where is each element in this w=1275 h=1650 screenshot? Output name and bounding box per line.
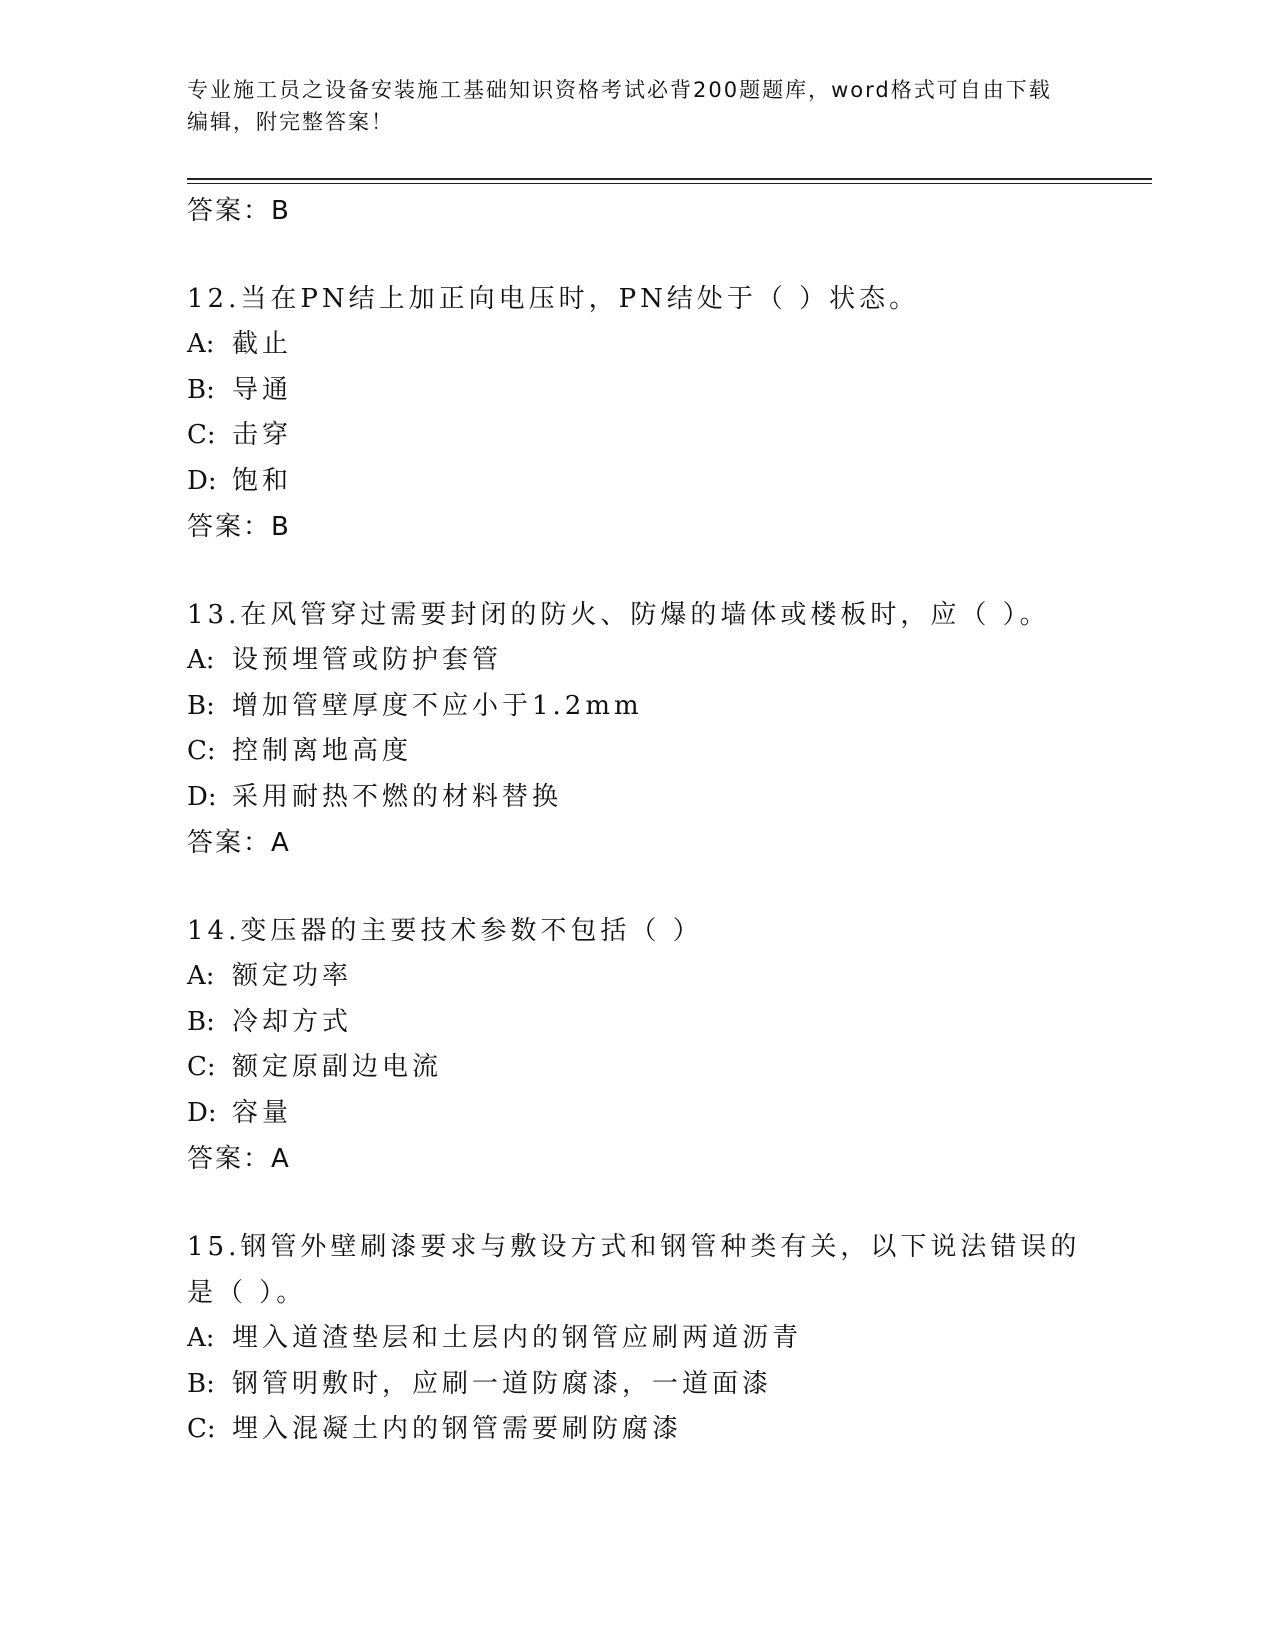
option-letter: A: xyxy=(187,961,215,991)
option-c xyxy=(187,1045,1087,1091)
option-text: 设预埋管或防护套管 xyxy=(232,645,503,675)
option-letter: C: xyxy=(187,1414,216,1444)
option-text: 击穿 xyxy=(232,420,293,450)
option-text: 额定原副边电流 xyxy=(232,1052,443,1082)
option-letter: B: xyxy=(187,690,215,721)
option-text: 额定功率 xyxy=(232,961,353,991)
option-a xyxy=(187,954,1087,1000)
question-stem: 14.变压器的主要技术参数不包括（ ） xyxy=(187,916,703,946)
option-letter: A: xyxy=(187,1323,215,1353)
option-b xyxy=(187,1362,1087,1408)
option-a xyxy=(187,322,1087,368)
question-stem: 13.在风管穿过需要封闭的防火、防爆的墙体或楼板时，应（ ）。 xyxy=(187,600,1050,630)
option-text: 采用耐热不燃的材料替换 xyxy=(232,781,563,812)
option-text: 钢管明敷时，应刷一道防腐漆，一道面漆 xyxy=(232,1368,773,1399)
option-b xyxy=(187,684,1087,730)
option-b xyxy=(187,368,1087,414)
option-c xyxy=(187,1407,1087,1453)
option-letter: D: xyxy=(187,1097,217,1128)
question-13 xyxy=(187,592,1087,866)
answer-line: 答案：B xyxy=(187,512,291,542)
option-letter: C: xyxy=(187,1052,216,1082)
option-text: 埋入道渣垫层和土层内的钢管应刷两道沥青 xyxy=(232,1323,803,1353)
option-b xyxy=(187,1000,1087,1046)
option-d xyxy=(187,1091,1087,1137)
header-divider-thin xyxy=(187,183,1152,184)
answer-line: 答案：A xyxy=(187,828,291,858)
question-stem: 12.当在PN结上加正向电压时，PN结处于（ ）状态。 xyxy=(187,284,920,314)
option-letter: D: xyxy=(187,465,217,496)
option-text: 导通 xyxy=(232,374,293,405)
question-15 xyxy=(187,1224,1087,1453)
option-letter: C: xyxy=(187,736,216,766)
header-divider-thick xyxy=(187,178,1152,180)
document-header: 专业施工员之设备安装施工基础知识资格考试必背200题题库，word格式可自由下载编辑，附完整答案！ xyxy=(187,78,1052,134)
question-12 xyxy=(187,276,1087,550)
option-letter: D: xyxy=(187,781,217,812)
question-list xyxy=(187,188,1087,1453)
option-text: 截止 xyxy=(232,329,293,359)
option-letter: A: xyxy=(187,329,215,359)
option-c xyxy=(187,729,1087,775)
option-text: 增加管壁厚度不应小于1.2mm xyxy=(232,690,643,721)
previous-answer: 答案：B xyxy=(187,196,291,226)
option-text: 冷却方式 xyxy=(232,1006,353,1037)
option-text: 埋入混凝土内的钢管需要刷防腐漆 xyxy=(232,1414,683,1444)
option-a xyxy=(187,638,1087,684)
option-letter: B: xyxy=(187,1006,215,1037)
option-a xyxy=(187,1316,1087,1362)
option-letter: B: xyxy=(187,1368,215,1399)
option-text: 饱和 xyxy=(232,465,293,496)
question-14 xyxy=(187,908,1087,1182)
option-letter: A: xyxy=(187,645,215,675)
option-c xyxy=(187,413,1087,459)
answer-line: 答案：A xyxy=(187,1144,291,1174)
option-text: 控制离地高度 xyxy=(232,736,413,766)
option-text: 容量 xyxy=(232,1097,293,1128)
option-letter: B: xyxy=(187,374,215,405)
option-d xyxy=(187,775,1087,821)
option-letter: C: xyxy=(187,420,216,450)
question-stem: 15.钢管外壁刷漆要求与敷设方式和钢管种类有关，以下说法错误的是（ ）。 xyxy=(187,1232,1081,1308)
option-d xyxy=(187,459,1087,505)
